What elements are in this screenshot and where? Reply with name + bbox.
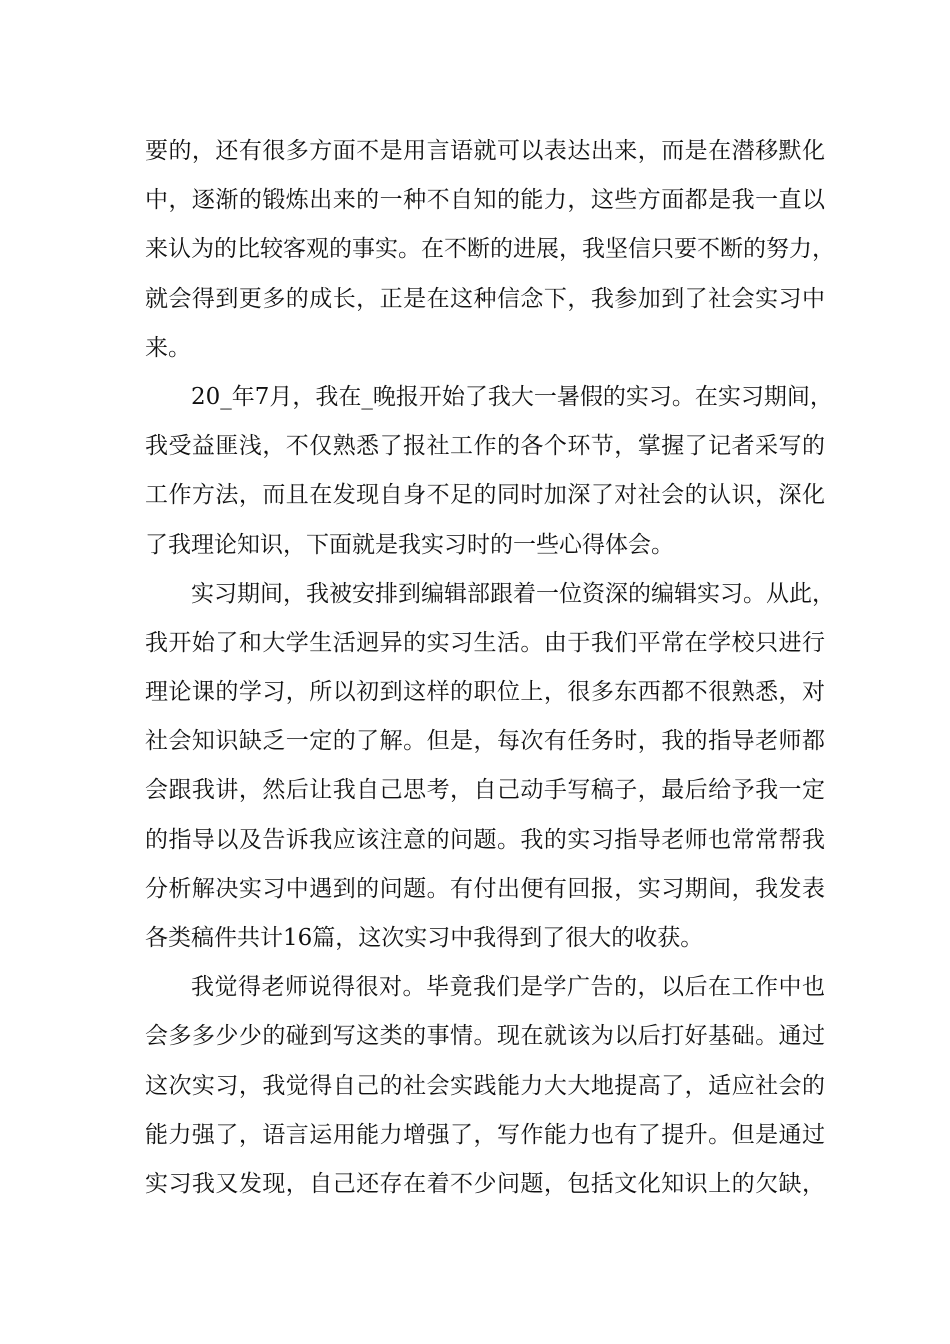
- text-line: 能力强了，语言运用能力增强了，写作能力也有了提升。但是通过: [145, 1121, 825, 1148]
- text-line: 这次实习，我觉得自己的社会实践能力大大地提高了，适应社会的: [145, 1072, 825, 1099]
- paragraph-start-line: 20_年7月，我在_晚报开始了我大一暑假的实习。在实习期间，: [191, 383, 833, 410]
- text-line: 会多多少少的碰到写这类的事情。现在就该为以后打好基础。通过: [145, 1023, 825, 1050]
- text-line: 就会得到更多的成长，正是在这种信念下，我参加到了社会实习中: [145, 285, 825, 312]
- text-line: 的指导以及告诉我应该注意的问题。我的实习指导老师也常常帮我: [145, 826, 825, 853]
- text-line: 实习我又发现，自己还存在着不少问题，包括文化知识上的欠缺，: [145, 1170, 825, 1197]
- text-line: 来。: [145, 334, 191, 361]
- text-line: 理论课的学习，所以初到这样的职位上，很多东西都不很熟悉，对: [145, 679, 825, 706]
- text-line: 社会知识缺乏一定的了解。但是，每次有任务时，我的指导老师都: [145, 728, 825, 755]
- text-line: 各类稿件共计16篇，这次实习中我得到了很大的收获。: [145, 925, 704, 951]
- text-line: 中，逐渐的锻炼出来的一种不自知的能力，这些方面都是我一直以: [145, 187, 825, 214]
- paragraph-start-line: 实习期间，我被安排到编辑部跟着一位资深的编辑实习。从此，: [191, 580, 835, 607]
- text-line: 来认为的比较客观的事实。在不断的进展，我坚信只要不断的努力，: [145, 236, 835, 263]
- text-line: 分析解决实习中遇到的问题。有付出便有回报，实习期间，我发表: [145, 875, 825, 902]
- body-text: [145, 131, 835, 1213]
- text-line: 要的，还有很多方面不是用言语就可以表达出来，而是在潜移默化: [145, 138, 825, 164]
- text-line: 会跟我讲，然后让我自己思考，自己动手写稿子，最后给予我一定: [145, 777, 825, 804]
- text-line: 我开始了和大学生活迥异的实习生活。由于我们平常在学校只进行: [145, 629, 825, 656]
- text-line: 了我理论知识，下面就是我实习时的一些心得体会。: [145, 531, 674, 558]
- text-line: 工作方法，而且在发现自身不足的同时加深了对社会的认识，深化: [145, 482, 825, 509]
- text-line: 我受益匪浅，不仅熟悉了报社工作的各个环节，掌握了记者采写的: [145, 433, 825, 460]
- paragraph-start-line: 我觉得老师说得很对。毕竟我们是学广告的，以后在工作中也: [191, 974, 825, 1001]
